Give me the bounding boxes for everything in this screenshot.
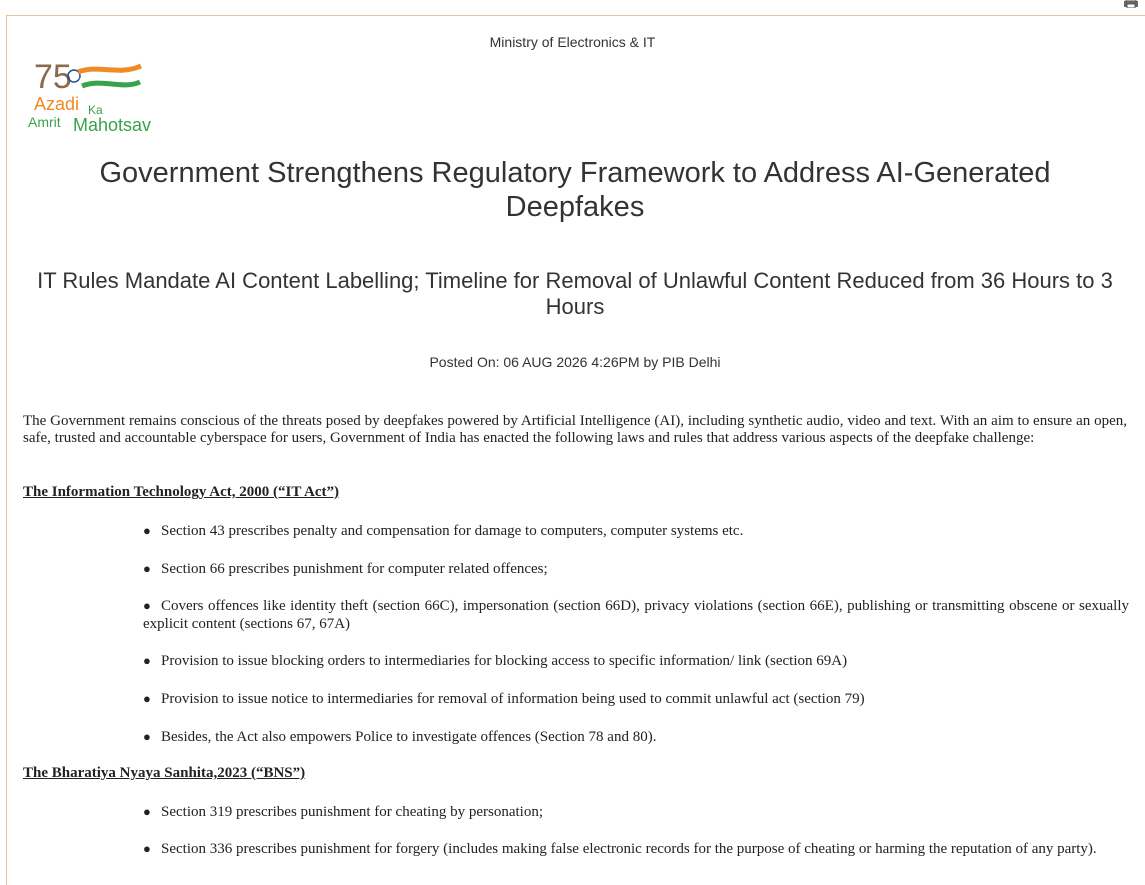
ministry-name: Ministry of Electronics & IT	[489, 34, 656, 50]
bullet-icon: ●	[143, 729, 151, 744]
bullet-icon: ●	[143, 804, 151, 819]
list-item: ● Section 336 prescribes punishment for forgery (includes making false electronic records for the purpose of cheating or harming the reputation of any party).	[143, 841, 1097, 857]
intro-paragraph: The Government remains conscious of the threats posed by deepfakes powered by Artificial Intelligence (AI), including synthetic audio, video and text. With an aim to ensure an open, safe, trusted and accountable cyberspace for users, Government of India has enacted the following laws and rules that address various aspects of the deepfake challenge:	[23, 413, 1127, 446]
logo-line2: Mahotsav	[73, 115, 152, 134]
list-item: ● Provision to issue notice to intermediaries for removal of information being used to commit unlawful act (section 79)	[143, 691, 865, 707]
logo-number: 75	[34, 58, 72, 96]
bullet-icon: ●	[143, 598, 151, 613]
logo-line1-small: Ka	[88, 103, 103, 117]
list-item: ● Section 66 prescribes punishment for computer related offences;	[143, 561, 548, 577]
bullet-icon: ●	[143, 561, 151, 576]
article-title: Government Strengthens Regulatory Framework to Address AI-Generated Deepfakes	[99, 157, 1051, 223]
logo-line2-small: Amrit	[28, 114, 61, 130]
list-item: ● Section 319 prescribes punishment for cheating by personation;	[143, 804, 543, 820]
list-item: ● Besides, the Act also empowers Police to investigate offences (Section 78 and 80).	[143, 729, 657, 745]
bullet-icon: ●	[143, 523, 151, 538]
list-item: ● Covers offences like identity theft (section 66C), impersonation (section 66D), privacy violations (section 66E), publishing or transmitting obscene or sexually explicit content (sections 67, 67A)	[143, 598, 1129, 632]
list-item: ● Provision to issue blocking orders to intermediaries for blocking access to specific information/ link (section 69A)	[143, 653, 848, 669]
logo-line1: Azadi	[34, 94, 80, 114]
list-item: ● Section 43 prescribes penalty and compensation for damage to computers, computer systems etc.	[143, 523, 744, 539]
bullet-icon: ●	[143, 841, 151, 856]
article-subtitle: IT Rules Mandate AI Content Labelling; Timeline for Removal of Unlawful Content Reduced from 36 Hours to 3 Hours	[37, 268, 1113, 319]
bullet-icon: ●	[143, 653, 151, 668]
page-frame	[6, 15, 1145, 885]
section-heading-bns: The Bharatiya Nyaya Sanhita,2023 (“BNS”)	[23, 765, 306, 781]
azadi-ka-amrit-mahotsav-logo	[28, 52, 173, 134]
printer-icon[interactable]	[1123, 0, 1139, 8]
bullet-icon: ●	[143, 691, 151, 706]
section-heading-it-act: The Information Technology Act, 2000 (“IT Act”)	[23, 484, 339, 500]
posted-on: Posted On: 06 AUG 2026 4:26PM by PIB Delhi	[429, 354, 721, 370]
